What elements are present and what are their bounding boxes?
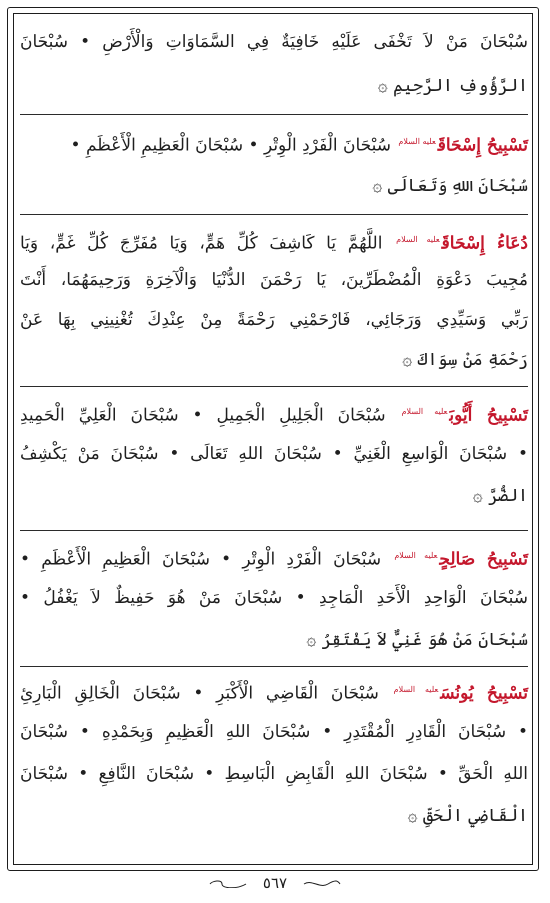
page-number: ٥٦٧ [262, 874, 288, 892]
text-line: سُبْحَانَ الْوَاحِدِ الْأَحَدِ الْمَاجِدِ • سُبْحَانَ مَنْ هُوَ حَفِيظٌ لاَ يَغْفُلُ • [20, 588, 528, 608]
text-segment: سُبْحَانَ الْفَرْدِ الْوِتْرِ • سُبْحَانَ الْعَظِيمِ الْأَعْظَمِ • [20, 549, 382, 570]
section-title: دُعَاءُ إِسْحَاقَ [441, 233, 528, 254]
text-line: • سُبْحَانَ الْقَادِرِ الْمُقْتَدِرِ • سُبْحَانَ اللهِ الْعَظِيمِ وَبِحَمْدِهِ • سُبْحَانَ [20, 722, 528, 742]
section-divider [20, 530, 528, 531]
text-segment: سُبْحَانَ الْجَلِيلِ الْجَمِيلِ • سُبْحَانَ الْعَلِيِّ الْحَمِيدِ [20, 405, 386, 426]
ornament-flourish-icon [302, 880, 342, 888]
ornament-flourish-icon [208, 880, 248, 888]
text-line-with-title [20, 538, 528, 574]
section-divider [20, 114, 528, 115]
text-line: سُبْحَانَ مَنْ هُوَ غَنِيٌّ لاَ يَفْتَقِرُ ۞ [306, 630, 528, 650]
section-divider [20, 214, 528, 215]
section-divider [20, 386, 528, 387]
text-line: مُجِيبَ دَعْوَةِ الْمُضْطَرِّينَ، يَا رَحْمَنَ الدُّنْيَا وَالْآخِرَةِ وَرَحِيمَهُمَا، أَنْتَ [20, 270, 528, 290]
honorific-mark: عليه السلام [401, 407, 448, 416]
text-line: سُبْحَانَ مَنْ لاَ تَخْفَى عَلَيْهِ خَافِيَةٌ فِي السَّمَاوَاتِ وَالْأَرْضِ • سُبْحَانَ [20, 32, 528, 52]
honorific-mark: عليه السلام [393, 685, 439, 694]
text-line: سُبْحَانَ اللهِ وَتَعَالَى ۞ [372, 176, 528, 196]
honorific-mark: عليه السلام [396, 235, 440, 244]
text-line-with-title [20, 672, 528, 708]
section-title: تَسْبِيحُ صَالِحٍ [439, 549, 529, 570]
text-line: • سُبْحَانَ الْوَاسِعِ الْغَنِيِّ • سُبْحَانَ اللهِ تَعَالَى • سُبْحَانَ مَنْ يَكْشِفُ [20, 444, 528, 464]
page-content [20, 18, 528, 858]
text-segment: سُبْحَانَ الْقَاضِي الْأَكْبَرِ • سُبْحَانَ الْخَالِقِ الْبَارِئِ [20, 683, 379, 704]
text-segment: اللَّهُمَّ يَا كَاشِفَ كُلِّ هَمٍّ، وَيَا مُفَرِّجَ كُلِّ غَمٍّ، وَيَا [20, 233, 383, 254]
honorific-mark: عليه السلام [394, 551, 438, 560]
section-divider [20, 666, 528, 667]
text-line-with-title [20, 124, 528, 160]
section-title: تَسْبِيحُ إِسْحَاقَ [437, 135, 528, 156]
text-line-with-title [20, 222, 528, 258]
section-title: تَسْبِيحُ يُونُسَ [440, 683, 529, 704]
text-line: الْقَاضِي الْحَقِّ ۞ [407, 806, 528, 826]
text-line: الرَّؤُوفِ الرَّحِيمِ ۞ [377, 76, 528, 96]
text-line: رَبِّي وَسَيِّدِي وَرَجَائِي، فَارْحَمْنِي رَحْمَةً مِنْ عِنْدِكَ تُغْنِينِي بِهَا عَنْ [20, 310, 528, 330]
text-line: اللهِ الْحَقِّ • سُبْحَانَ اللهِ الْقَابِضِ الْبَاسِطِ • سُبْحَانَ النَّافِعِ • سُبْحَانَ [20, 764, 528, 784]
page-footer [0, 874, 550, 898]
honorific-mark: عليه السلام [398, 137, 436, 146]
text-line: الضُّرَّ ۞ [472, 486, 528, 506]
section-title: تَسْبِيحُ أَيُّوبَ [449, 405, 528, 426]
text-segment: سُبْحَانَ الْفَرْدِ الْوِتْرِ • سُبْحَانَ الْعَظِيمِ الْأَعْظَمِ • [70, 135, 392, 156]
text-line-with-title [20, 394, 528, 430]
text-line: رَحْمَةِ مَنْ سِوَاكَ ۞ [402, 350, 528, 370]
